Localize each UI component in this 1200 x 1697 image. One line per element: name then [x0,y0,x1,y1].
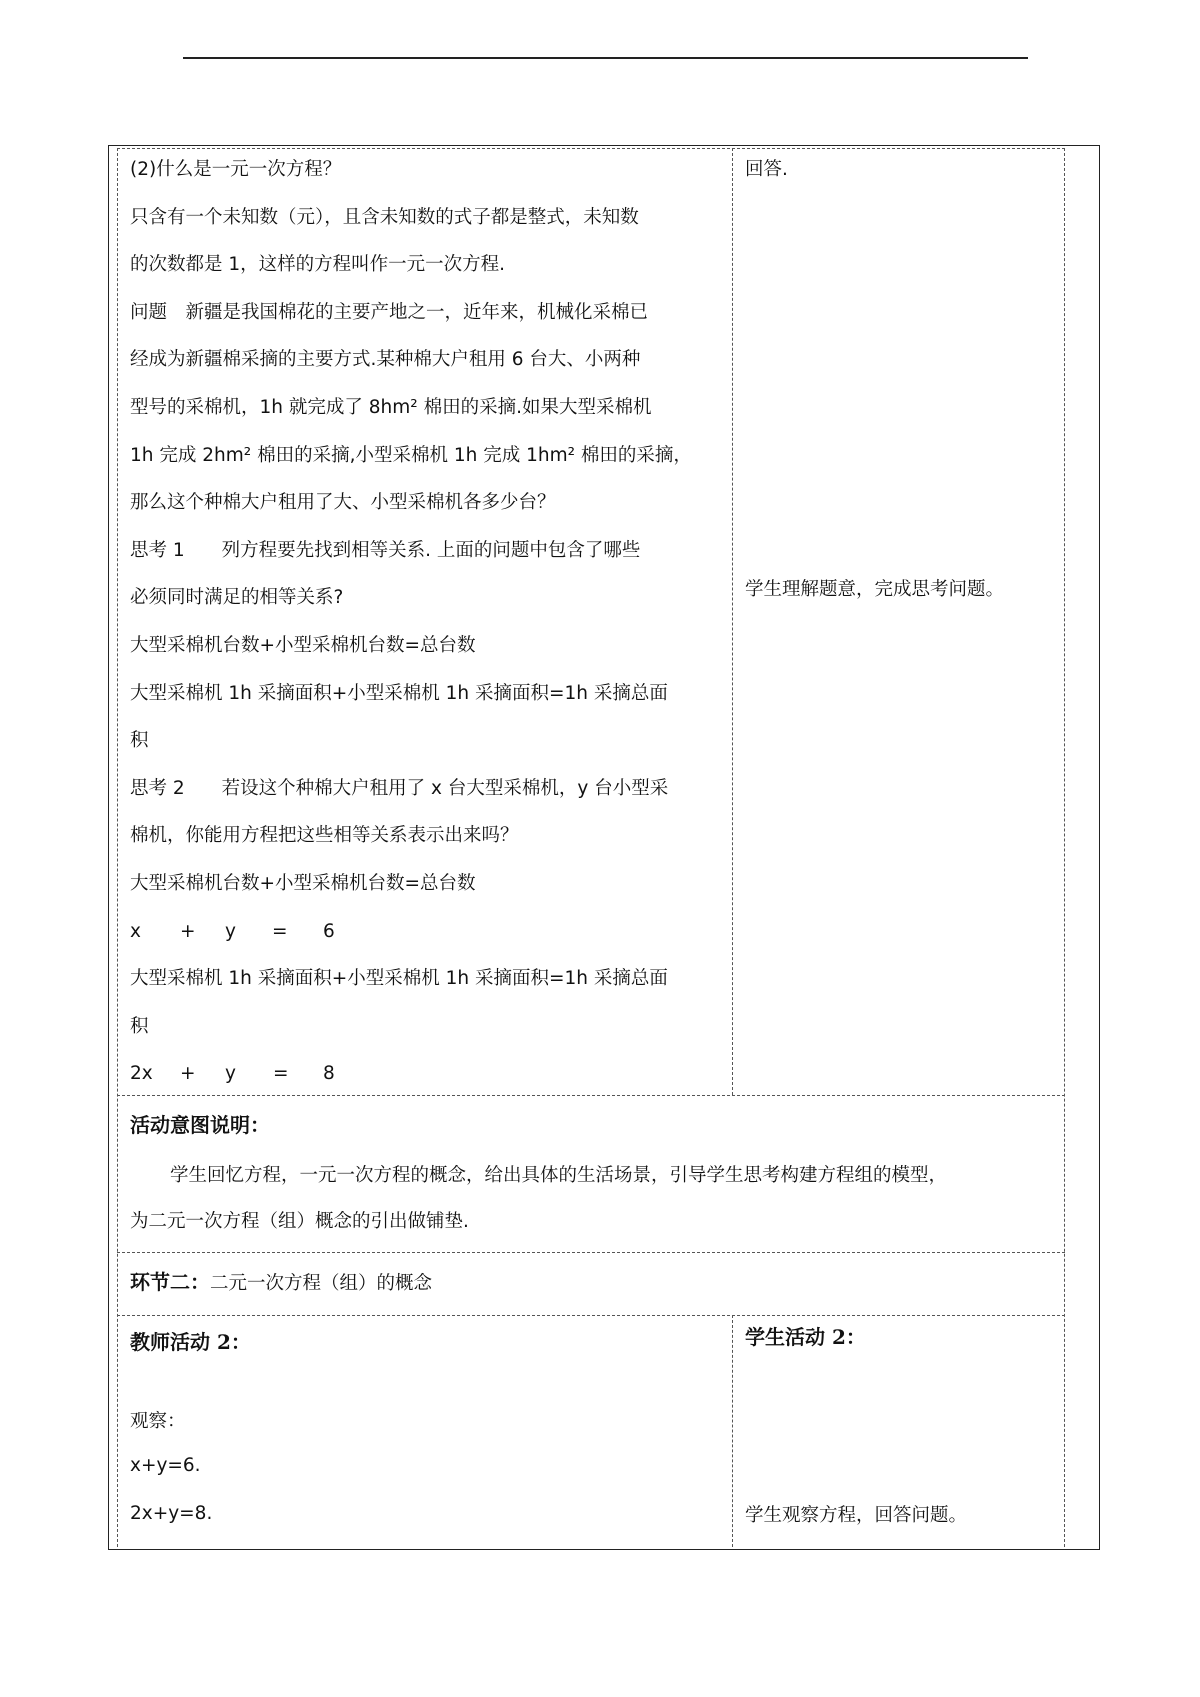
student-activity-2-cell [745,1317,1055,1357]
text-line: 的次数都是 1，这样的方程叫作一元一次方程. [130,254,506,276]
header-rule [183,57,1028,59]
equation-1 [130,908,726,956]
eq1-term: 6 [323,920,335,942]
teacher-activity-1-cell [130,146,726,1098]
text-line: 积 [130,730,149,752]
teacher-activity-2-heading: 教师活动 2： [130,1330,251,1354]
student-understand-cell [745,566,1055,614]
eq1-term: x [130,920,141,942]
observe-label: 观察： [130,1411,186,1432]
eq1-term: y [225,920,236,942]
student-activity-2-text-cell [745,1496,1055,1536]
teacher-activity-1-lines [130,146,726,908]
text-line: 积 [130,1015,149,1037]
text-line: 那么这个种棉大户租用了大、小型采棉机各多少台？ [130,492,556,514]
section2-label: 环节二： [130,1270,210,1294]
text-line: 大型采棉机 1h 采摘面积+小型采棉机 1h 采摘面积=1h 采摘总面 [130,682,668,704]
text-line: 思考 2 若设这个种棉大户租用了 x 台大型采棉机，y 台小型采 [130,777,669,799]
row-divider-section2 [117,1252,1065,1253]
eq2-term: 8 [323,1063,335,1085]
text-line: 大型采棉机 1h 采摘面积+小型采棉机 1h 采摘面积=1h 采摘总面 [130,968,668,990]
eq2-term: y [225,1063,236,1085]
text-line: 型号的采棉机，1h 就完成了 8hm² 棉田的采摘.如果大型采棉机 [130,396,652,418]
text-line: 1h 完成 2hm² 棉田的采摘,小型采棉机 1h 完成 1hm² 棉田的采摘， [130,444,692,466]
section2-cell [130,1262,1060,1304]
intent-line-1: 学生回忆方程，一元一次方程的概念，给出具体的生活场景，引导学生思考构建方程组的模型， [170,1165,948,1186]
eq1-op: + [180,920,196,942]
intent-cell [130,1100,1060,1242]
student-activity-2-text: 学生观察方程，回答问题。 [745,1505,968,1526]
eq2-op: + [180,1063,196,1085]
student-understand-text: 学生理解题意，完成思考问题。 [745,579,1005,600]
column-divider-bottom [732,1315,733,1547]
intent-heading: 活动意图说明： [130,1113,270,1137]
row-divider-activity2 [117,1315,1065,1316]
eq2-op: = [273,1063,289,1085]
section2-title: 二元一次方程（组）的概念 [210,1273,433,1294]
student-activity-1-cell [745,146,1055,194]
equation-2 [130,1050,726,1098]
equation-b: 2x+y=8. [130,1503,213,1524]
column-divider-top [732,148,733,1095]
intent-line-2: 为二元一次方程（组）概念的引出做铺垫. [130,1211,469,1232]
student-answer-text: 回答. [745,159,788,180]
text-line: 经成为新疆棉采摘的主要方式.某种棉大户租用 6 台大、小两种 [130,349,641,371]
text-line: 棉机，你能用方程把这些相等关系表示出来吗？ [130,825,519,847]
eq2-term: 2x [130,1063,153,1085]
student-activity-2-heading: 学生活动 2： [745,1325,866,1349]
text-line: 问题 新疆是我国棉花的主要产地之一，近年来，机械化采棉已 [130,301,649,323]
equation-a: x+y=6. [130,1455,201,1476]
text-line: 大型采棉机台数+小型采棉机台数=总台数 [130,872,476,894]
text-line: 大型采棉机台数+小型采棉机台数=总台数 [130,634,476,656]
text-line: 只含有一个未知数（元），且含未知数的式子都是整式，未知数 [130,206,639,228]
eq1-op: = [272,920,288,942]
text-line: (2)什么是一元一次方程？ [130,159,342,180]
text-line: 必须同时满足的相等关系? [130,587,344,609]
text-line: 思考 1 列方程要先找到相等关系. 上面的问题中包含了哪些 [130,539,641,561]
teacher-activity-1-lines-after [130,955,726,1050]
teacher-activity-2-cell [130,1322,726,1538]
